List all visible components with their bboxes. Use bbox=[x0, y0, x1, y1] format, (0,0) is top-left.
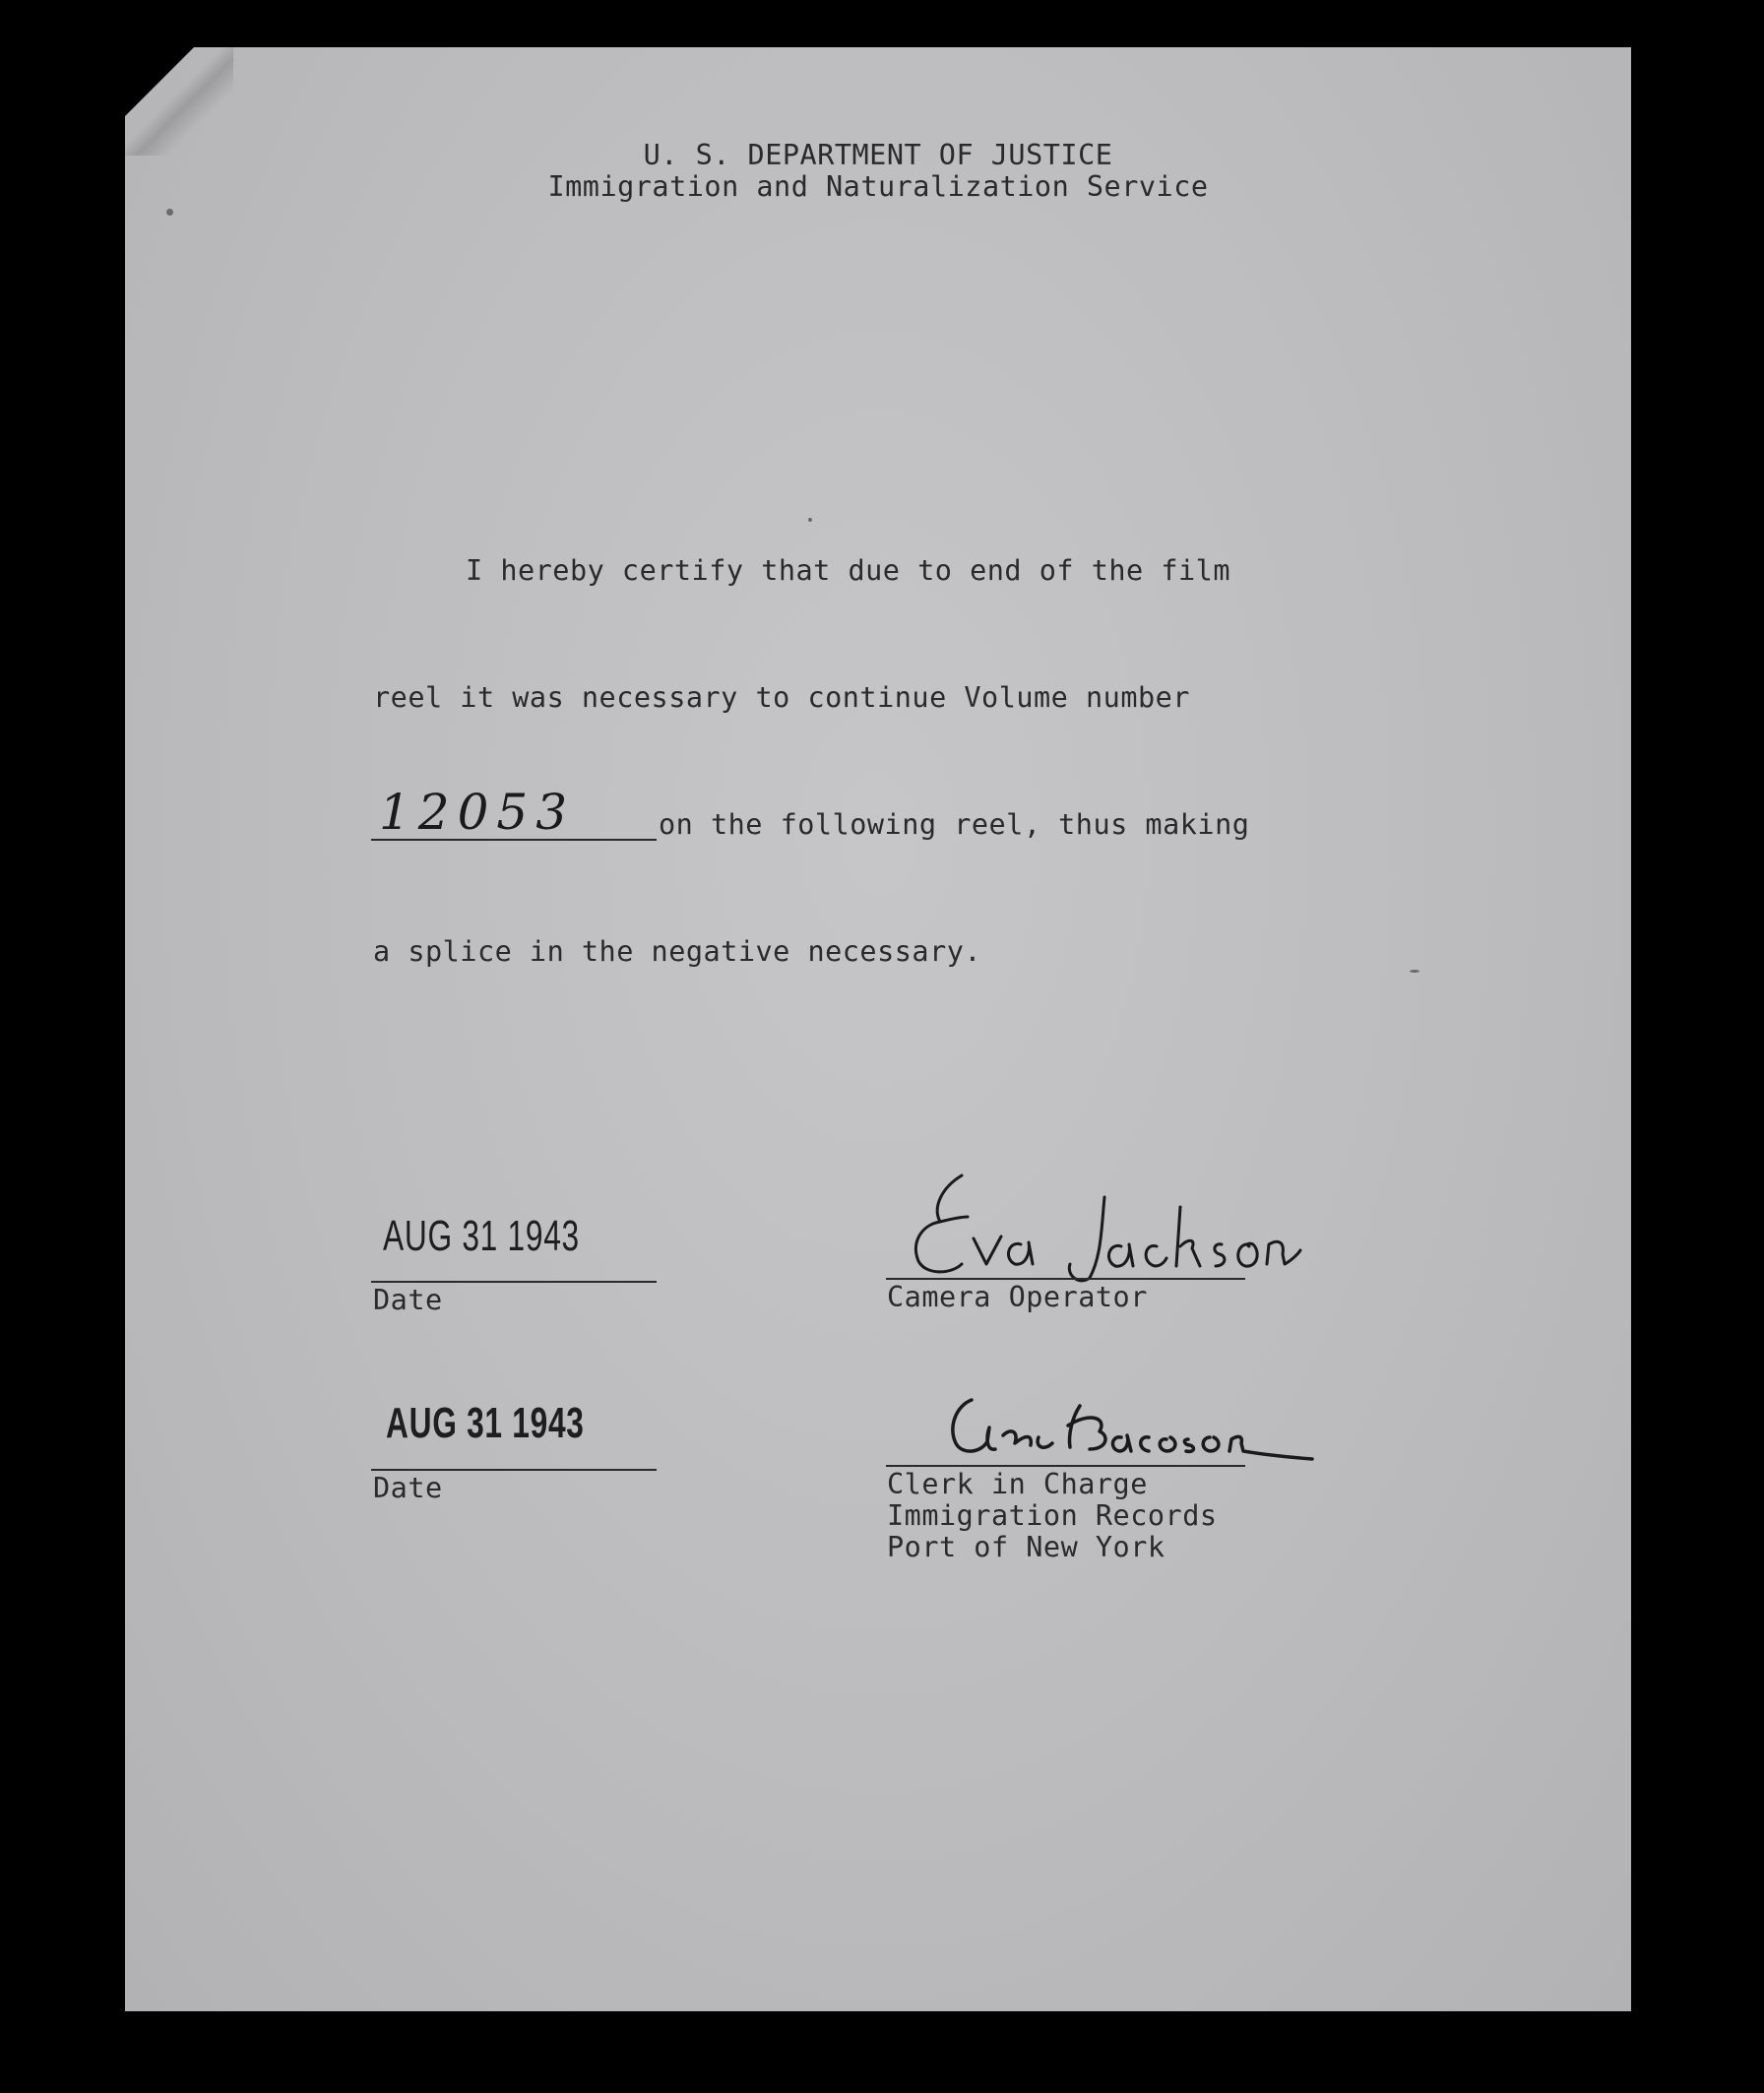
date-underline-2 bbox=[371, 1469, 657, 1471]
paper-speck bbox=[1410, 970, 1419, 973]
signature-clerk bbox=[942, 1388, 1316, 1477]
camera-operator-label: Camera Operator bbox=[887, 1281, 1148, 1313]
header-service: Immigration and Naturalization Service bbox=[547, 170, 1209, 203]
body-line-3: on the following reel, thus making bbox=[659, 808, 1250, 841]
document-page bbox=[125, 47, 1631, 2011]
paper-speck bbox=[166, 209, 173, 216]
clerk-label-line-3: Port of New York bbox=[887, 1531, 1166, 1563]
date-underline-1 bbox=[371, 1281, 657, 1283]
header-department: U. S. DEPARTMENT OF JUSTICE bbox=[643, 139, 1113, 171]
body-line-1: I hereby certify that due to end of the film bbox=[466, 554, 1230, 587]
date-stamp-1: AUG 31 1943 bbox=[383, 1212, 580, 1260]
date-label-2: Date bbox=[373, 1472, 443, 1504]
date-label-1: Date bbox=[373, 1284, 443, 1316]
volume-number-handwritten: 12053 bbox=[379, 784, 576, 841]
body-line-2: reel it was necessary to continue Volume number bbox=[373, 681, 1190, 714]
signature-underline-2 bbox=[886, 1465, 1245, 1467]
body-line-4: a splice in the negative necessary. bbox=[373, 935, 982, 968]
folded-corner bbox=[125, 47, 194, 116]
paper-speck bbox=[808, 518, 812, 522]
signature-eva-jackson bbox=[893, 1168, 1306, 1286]
date-stamp-2: AUG 31 1943 bbox=[386, 1399, 585, 1447]
signature-underline-1 bbox=[886, 1278, 1245, 1280]
clerk-label-line-2: Immigration Records bbox=[887, 1499, 1218, 1532]
clerk-label-line-1: Clerk in Charge bbox=[887, 1468, 1148, 1500]
volume-number-underline bbox=[371, 839, 657, 841]
